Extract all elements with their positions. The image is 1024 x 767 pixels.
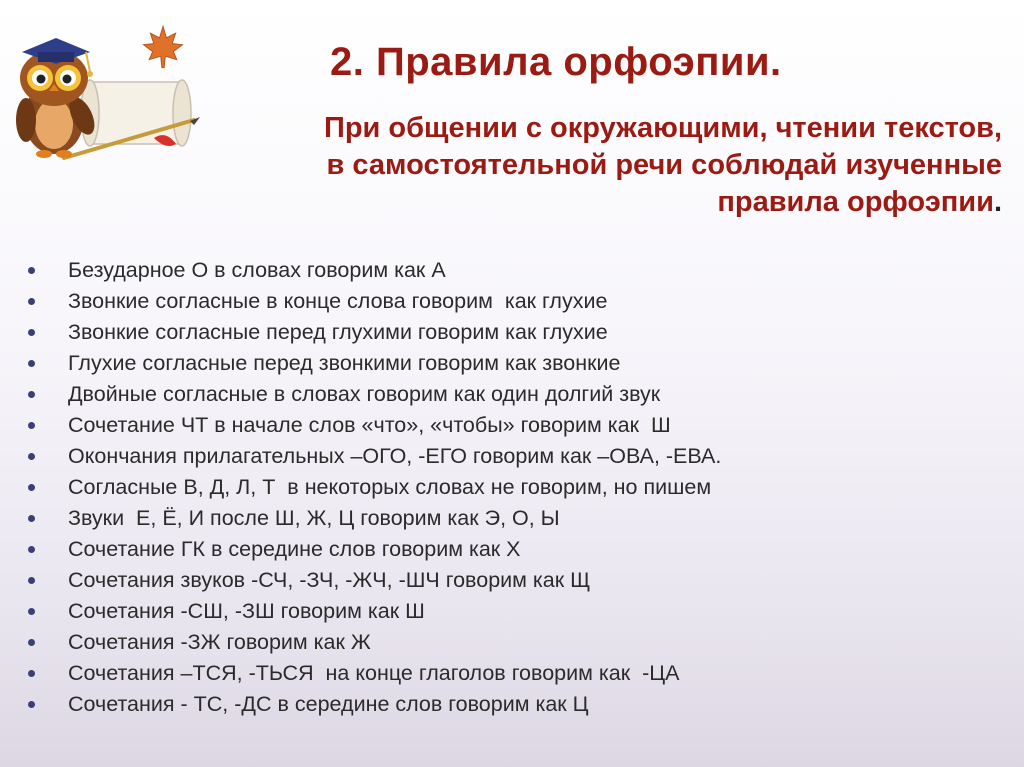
rules-list bbox=[28, 255, 721, 720]
rule-text: Сочетания -СШ, -ЗШ говорим как Ш bbox=[68, 599, 425, 623]
rule-text: Сочетания звуков -СЧ, -ЗЧ, -ЖЧ, -ШЧ говорим как Щ bbox=[68, 568, 591, 592]
list-item bbox=[28, 596, 721, 627]
list-item bbox=[28, 317, 721, 348]
rule-text: Сочетание ГК в середине слов говорим как Х bbox=[68, 537, 521, 561]
list-item bbox=[28, 534, 721, 565]
list-item bbox=[28, 565, 721, 596]
slide-subtitle bbox=[202, 110, 1002, 221]
list-item bbox=[28, 410, 721, 441]
bullet-icon bbox=[28, 453, 35, 460]
maple-leaf-icon bbox=[140, 24, 186, 70]
rule-text: Безударное О в словах говорим как А bbox=[68, 258, 446, 282]
bullet-icon bbox=[28, 267, 35, 274]
list-item bbox=[28, 503, 721, 534]
bullet-icon bbox=[28, 608, 35, 615]
subtitle-line-last bbox=[202, 184, 1002, 221]
bullet-icon bbox=[28, 546, 35, 553]
list-item bbox=[28, 379, 721, 410]
list-item bbox=[28, 689, 721, 720]
rule-text: Звуки Е, Ё, И после Ш, Ж, Ц говорим как Э, О, Ы bbox=[68, 506, 560, 530]
rule-text: Звонкие согласные в конце слова говорим как глухие bbox=[68, 289, 608, 313]
list-item bbox=[28, 255, 721, 286]
list-item bbox=[28, 348, 721, 379]
rule-text: Сочетания - ТС, -ДС в середине слов говорим как Ц bbox=[68, 692, 589, 716]
rule-text: Сочетание ЧТ в начале слов «что», «чтобы» говорим как Ш bbox=[68, 413, 671, 437]
subtitle-line-text: правила орфоэпии bbox=[717, 186, 994, 218]
rule-text: Согласные В, Д, Л, Т в некоторых словах не говорим, но пишем bbox=[68, 475, 712, 499]
list-item bbox=[28, 658, 721, 689]
rule-text: Глухие согласные перед звонкими говорим как звонкие bbox=[68, 351, 621, 375]
bullet-icon bbox=[28, 577, 35, 584]
subtitle-line: в самостоятельной речи соблюдай изученные bbox=[326, 149, 1002, 181]
subtitle-line: При общении с окружающими, чтении текстов, bbox=[323, 112, 1002, 144]
bullet-icon bbox=[28, 484, 35, 491]
list-item bbox=[28, 472, 721, 503]
bullet-icon bbox=[28, 360, 35, 367]
rule-text: Окончания прилагательных –ОГО, -ЕГО говорим как –ОВА, -ЕВА. bbox=[68, 444, 722, 468]
list-item bbox=[28, 441, 721, 472]
bullet-icon bbox=[28, 391, 35, 398]
bullet-icon bbox=[28, 329, 35, 336]
rule-text: Сочетания -ЗЖ говорим как Ж bbox=[68, 630, 371, 654]
list-item bbox=[28, 627, 721, 658]
rule-text: Звонкие согласные перед глухими говорим как глухие bbox=[68, 320, 608, 344]
bullet-icon bbox=[28, 298, 35, 305]
subtitle-period: . bbox=[993, 186, 1002, 218]
bullet-icon bbox=[28, 515, 35, 522]
bullet-icon bbox=[28, 670, 35, 677]
bullet-icon bbox=[28, 639, 35, 646]
bullet-icon bbox=[28, 701, 35, 708]
bullet-icon bbox=[28, 422, 35, 429]
slide-title: 2. Правила орфоэпии. bbox=[330, 40, 782, 84]
rule-text: Сочетания –ТСЯ, -ТЬСЯ на конце глаголов говорим как -ЦА bbox=[68, 661, 680, 685]
rule-text: Двойные согласные в словах говорим как один долгий звук bbox=[68, 382, 661, 406]
list-item bbox=[28, 286, 721, 317]
